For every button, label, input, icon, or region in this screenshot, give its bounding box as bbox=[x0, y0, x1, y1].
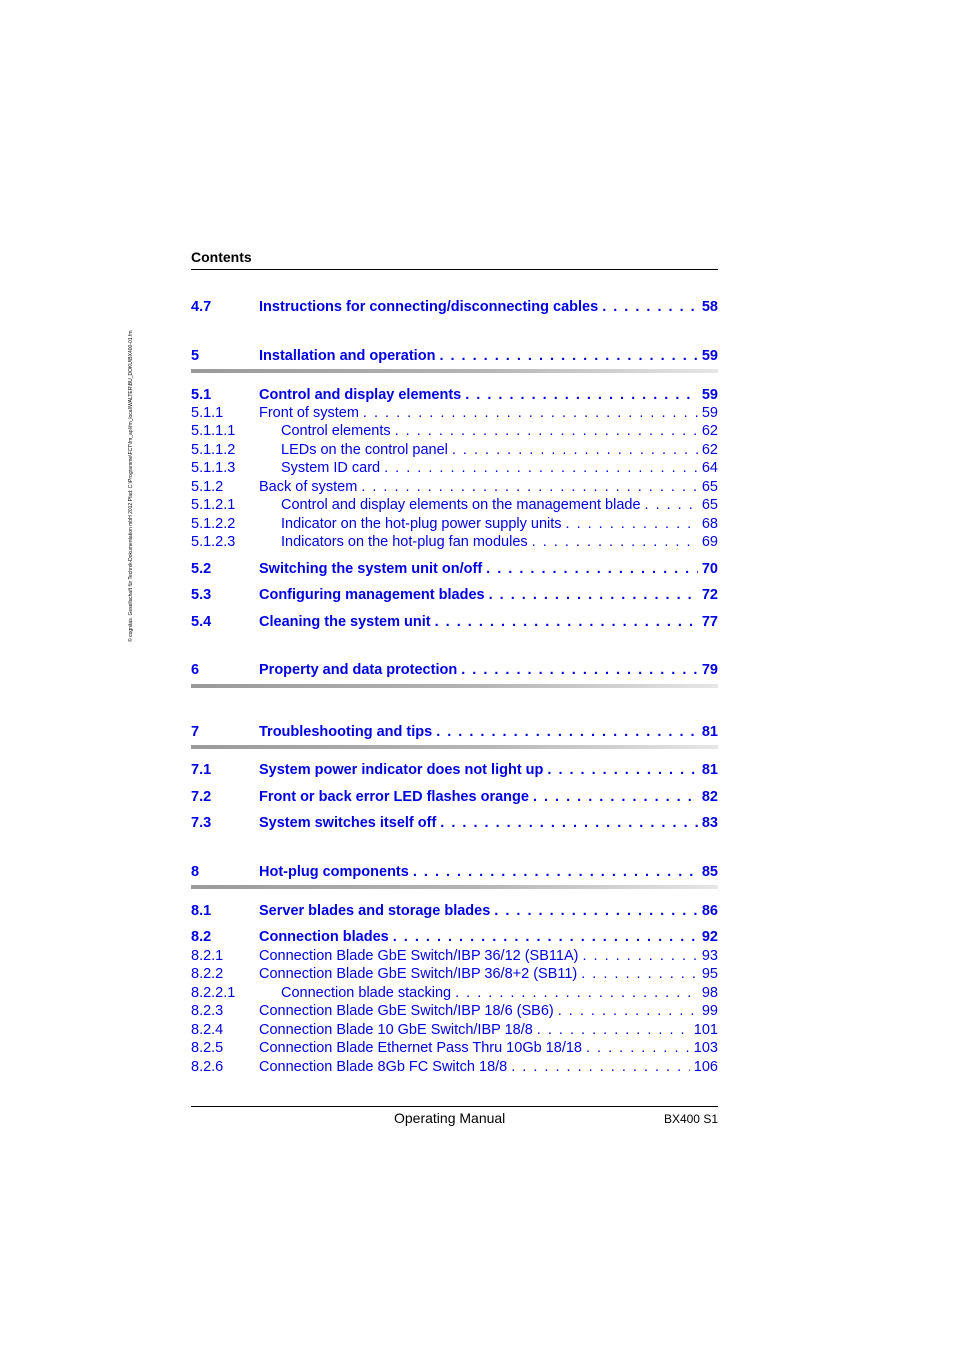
toc-entry-7-1[interactable] bbox=[191, 761, 718, 779]
toc-entry-7-3[interactable] bbox=[191, 814, 718, 832]
toc-leader bbox=[533, 788, 698, 806]
toc-page: 62 bbox=[701, 442, 718, 458]
toc-title: Connection blades bbox=[259, 929, 389, 945]
toc-entry-7-2[interactable] bbox=[191, 788, 718, 806]
toc-title: Server blades and storage blades bbox=[259, 903, 491, 919]
toc-leader bbox=[645, 496, 698, 514]
toc-number: 5.1.1.1 bbox=[191, 423, 236, 439]
toc-number: 8.2 bbox=[191, 929, 212, 945]
toc-entry-8-1[interactable] bbox=[191, 902, 718, 920]
toc-title: Front or back error LED flashes orange bbox=[259, 789, 529, 805]
toc-entry-5-1-2-1[interactable] bbox=[191, 496, 718, 514]
footer-manual-title: Operating Manual bbox=[394, 1110, 506, 1126]
toc-page: 93 bbox=[701, 948, 718, 964]
toc-page: 95 bbox=[701, 966, 718, 982]
toc-title: Connection Blade 10 GbE Switch/IBP 18/8 bbox=[259, 1022, 533, 1038]
toc-title: Cleaning the system unit bbox=[259, 614, 431, 630]
toc-leader bbox=[566, 515, 698, 533]
toc-leader bbox=[384, 459, 698, 477]
toc-leader bbox=[537, 1021, 690, 1039]
toc-number: 5.1 bbox=[191, 387, 212, 403]
toc-page: 62 bbox=[701, 423, 718, 439]
toc-title: Connection Blade GbE Switch/IBP 18/6 (SB6) bbox=[259, 1003, 554, 1019]
toc-number: 8.2.3 bbox=[191, 1003, 224, 1019]
toc-title: Property and data protection bbox=[259, 662, 458, 678]
toc-title: Control and display elements on the management blade bbox=[281, 497, 641, 513]
toc-entry-5-2[interactable] bbox=[191, 560, 718, 578]
toc-page: 103 bbox=[693, 1040, 718, 1056]
toc-page: 58 bbox=[701, 299, 718, 315]
chapter-divider bbox=[191, 885, 718, 889]
toc-leader bbox=[494, 902, 698, 920]
toc-leader bbox=[461, 661, 698, 679]
toc-title: System ID card bbox=[281, 460, 381, 476]
toc-entry-5-1-1-2[interactable] bbox=[191, 441, 718, 459]
toc-page: 68 bbox=[701, 516, 718, 532]
toc-entry-5-1-1[interactable] bbox=[191, 404, 718, 422]
toc-entry-5-1-1-1[interactable] bbox=[191, 422, 718, 440]
toc-entry-5-1[interactable] bbox=[191, 386, 718, 404]
toc-title: Front of system bbox=[259, 405, 359, 421]
toc-number: 5.1.2.1 bbox=[191, 497, 236, 513]
toc-leader bbox=[558, 1002, 698, 1020]
toc-entry-8[interactable] bbox=[191, 863, 718, 881]
chapter-divider bbox=[191, 369, 718, 373]
toc-page: 79 bbox=[701, 662, 718, 678]
toc-number: 7 bbox=[191, 724, 200, 740]
toc-title: Back of system bbox=[259, 479, 358, 495]
toc-title: Switching the system unit on/off bbox=[259, 561, 483, 577]
toc-title: Connection Blade Ethernet Pass Thru 10Gb 18/18 bbox=[259, 1040, 582, 1056]
toc-page: 98 bbox=[701, 985, 718, 1001]
toc-page: 81 bbox=[701, 724, 718, 740]
toc-leader bbox=[511, 1058, 690, 1076]
toc-leader bbox=[413, 863, 698, 881]
toc-entry-5-1-2-2[interactable] bbox=[191, 515, 718, 533]
toc-title: Hot-plug components bbox=[259, 864, 409, 880]
toc-page: 59 bbox=[701, 405, 718, 421]
page-title: Contents bbox=[191, 249, 252, 265]
toc-title: Instructions for connecting/disconnecting cables bbox=[259, 299, 599, 315]
toc-page: 99 bbox=[701, 1003, 718, 1019]
side-path-note: © cognitas. Gesellschaft für Technik-Dokumentation mbH 2012 Pfad: C:\Programme\FCT\fm_api\fm_local\WALTER\BU_DOKU\BX400-01.fm bbox=[128, 330, 134, 642]
toc-title: Indicator on the hot-plug power supply units bbox=[281, 516, 562, 532]
toc-title: Troubleshooting and tips bbox=[259, 724, 433, 740]
toc-number: 6 bbox=[191, 662, 200, 678]
toc-number: 8 bbox=[191, 864, 200, 880]
toc-number: 5.1.2.2 bbox=[191, 516, 236, 532]
toc-number: 5.3 bbox=[191, 587, 212, 603]
toc-title: Control elements bbox=[281, 423, 391, 439]
toc-leader bbox=[465, 386, 698, 404]
toc-leader bbox=[395, 422, 698, 440]
toc-number: 5.1.2.3 bbox=[191, 534, 236, 550]
toc-leader bbox=[439, 347, 697, 365]
toc-page: 83 bbox=[701, 815, 718, 831]
toc-leader bbox=[436, 723, 698, 741]
toc-title: Configuring management blades bbox=[259, 587, 485, 603]
toc-title: System switches itself off bbox=[259, 815, 437, 831]
toc-title: Indicators on the hot-plug fan modules bbox=[281, 534, 528, 550]
toc-page: 69 bbox=[701, 534, 718, 550]
toc-title: Connection Blade 8Gb FC Switch 18/8 bbox=[259, 1059, 508, 1075]
toc-number: 8.2.5 bbox=[191, 1040, 224, 1056]
toc-page: 82 bbox=[701, 789, 718, 805]
toc-entry-8-2-4[interactable] bbox=[191, 1021, 718, 1039]
toc-entry-8-2-3[interactable] bbox=[191, 1002, 718, 1020]
toc-leader bbox=[440, 814, 698, 832]
toc-number: 8.2.4 bbox=[191, 1022, 224, 1038]
toc-number: 7.1 bbox=[191, 762, 212, 778]
chapter-divider bbox=[191, 745, 718, 749]
toc-page: 81 bbox=[701, 762, 718, 778]
toc-title: Connection blade stacking bbox=[281, 985, 452, 1001]
chapter-divider bbox=[191, 684, 718, 688]
toc-number: 8.1 bbox=[191, 903, 212, 919]
toc-page: 59 bbox=[701, 348, 718, 364]
toc-leader bbox=[361, 478, 698, 496]
toc-entry-8-2-2-1[interactable] bbox=[191, 984, 718, 1002]
toc-number: 8.2.1 bbox=[191, 948, 224, 964]
header-divider bbox=[191, 269, 718, 270]
toc-number: 5.1.1.3 bbox=[191, 460, 236, 476]
toc-leader bbox=[452, 441, 698, 459]
toc-title: LEDs on the control panel bbox=[281, 442, 448, 458]
toc-leader bbox=[581, 965, 698, 983]
toc-title: System power indicator does not light up bbox=[259, 762, 544, 778]
toc-number: 7.2 bbox=[191, 789, 212, 805]
toc-leader bbox=[455, 984, 698, 1002]
toc-number: 8.2.2 bbox=[191, 966, 224, 982]
toc-entry-6[interactable] bbox=[191, 661, 718, 679]
toc-page: 101 bbox=[693, 1022, 718, 1038]
toc-number: 8.2.2.1 bbox=[191, 985, 236, 1001]
toc-leader bbox=[489, 586, 698, 604]
toc-page: 70 bbox=[701, 561, 718, 577]
toc-number: 8.2.6 bbox=[191, 1059, 224, 1075]
toc-leader bbox=[393, 928, 698, 946]
toc-leader bbox=[586, 1039, 690, 1057]
toc-page: 92 bbox=[701, 929, 718, 945]
toc-entry-4-7[interactable] bbox=[191, 298, 718, 316]
toc-entry-5-3[interactable] bbox=[191, 586, 718, 604]
toc-entry-8-2-6[interactable] bbox=[191, 1058, 718, 1076]
toc-leader bbox=[547, 761, 697, 779]
toc-leader bbox=[435, 613, 698, 631]
toc-entry-5-4[interactable] bbox=[191, 613, 718, 631]
toc-leader bbox=[602, 298, 698, 316]
toc-number: 5.2 bbox=[191, 561, 212, 577]
toc-entry-7[interactable] bbox=[191, 723, 718, 741]
toc-title: Control and display elements bbox=[259, 387, 462, 403]
toc-page: 65 bbox=[701, 479, 718, 495]
toc-number: 5 bbox=[191, 348, 200, 364]
toc-entry-5-1-2[interactable] bbox=[191, 478, 718, 496]
toc-entry-5[interactable] bbox=[191, 347, 718, 365]
toc-page: 65 bbox=[701, 497, 718, 513]
toc-number: 5.1.2 bbox=[191, 479, 224, 495]
toc-page: 59 bbox=[701, 387, 718, 403]
toc-page: 77 bbox=[701, 614, 718, 630]
toc-entry-5-1-1-3[interactable] bbox=[191, 459, 718, 477]
toc-leader bbox=[532, 533, 698, 551]
toc-number: 7.3 bbox=[191, 815, 212, 831]
toc-title: Installation and operation bbox=[259, 348, 436, 364]
toc-page: 106 bbox=[693, 1059, 718, 1075]
toc-entry-8-2-2[interactable] bbox=[191, 965, 718, 983]
toc-entry-8-2-5[interactable] bbox=[191, 1039, 718, 1057]
toc-page: 86 bbox=[701, 903, 718, 919]
toc-entry-8-2[interactable] bbox=[191, 928, 718, 946]
toc-number: 5.1.1 bbox=[191, 405, 224, 421]
toc-page: 64 bbox=[701, 460, 718, 476]
toc-title: Connection Blade GbE Switch/IBP 36/12 (SB11A) bbox=[259, 948, 579, 964]
toc-page: 72 bbox=[701, 587, 718, 603]
toc-number: 5.4 bbox=[191, 614, 212, 630]
toc-page: 85 bbox=[701, 864, 718, 880]
toc-leader bbox=[363, 404, 698, 422]
footer-product-name: BX400 S1 bbox=[663, 1112, 718, 1126]
toc-entry-8-2-1[interactable] bbox=[191, 947, 718, 965]
footer-divider bbox=[191, 1106, 718, 1107]
toc-number: 5.1.1.2 bbox=[191, 442, 236, 458]
toc-title: Connection Blade GbE Switch/IBP 36/8+2 (SB11) bbox=[259, 966, 578, 982]
toc-leader bbox=[486, 560, 698, 578]
toc-entry-5-1-2-3[interactable] bbox=[191, 533, 718, 551]
toc-number: 4.7 bbox=[191, 299, 212, 315]
toc-leader bbox=[582, 947, 697, 965]
